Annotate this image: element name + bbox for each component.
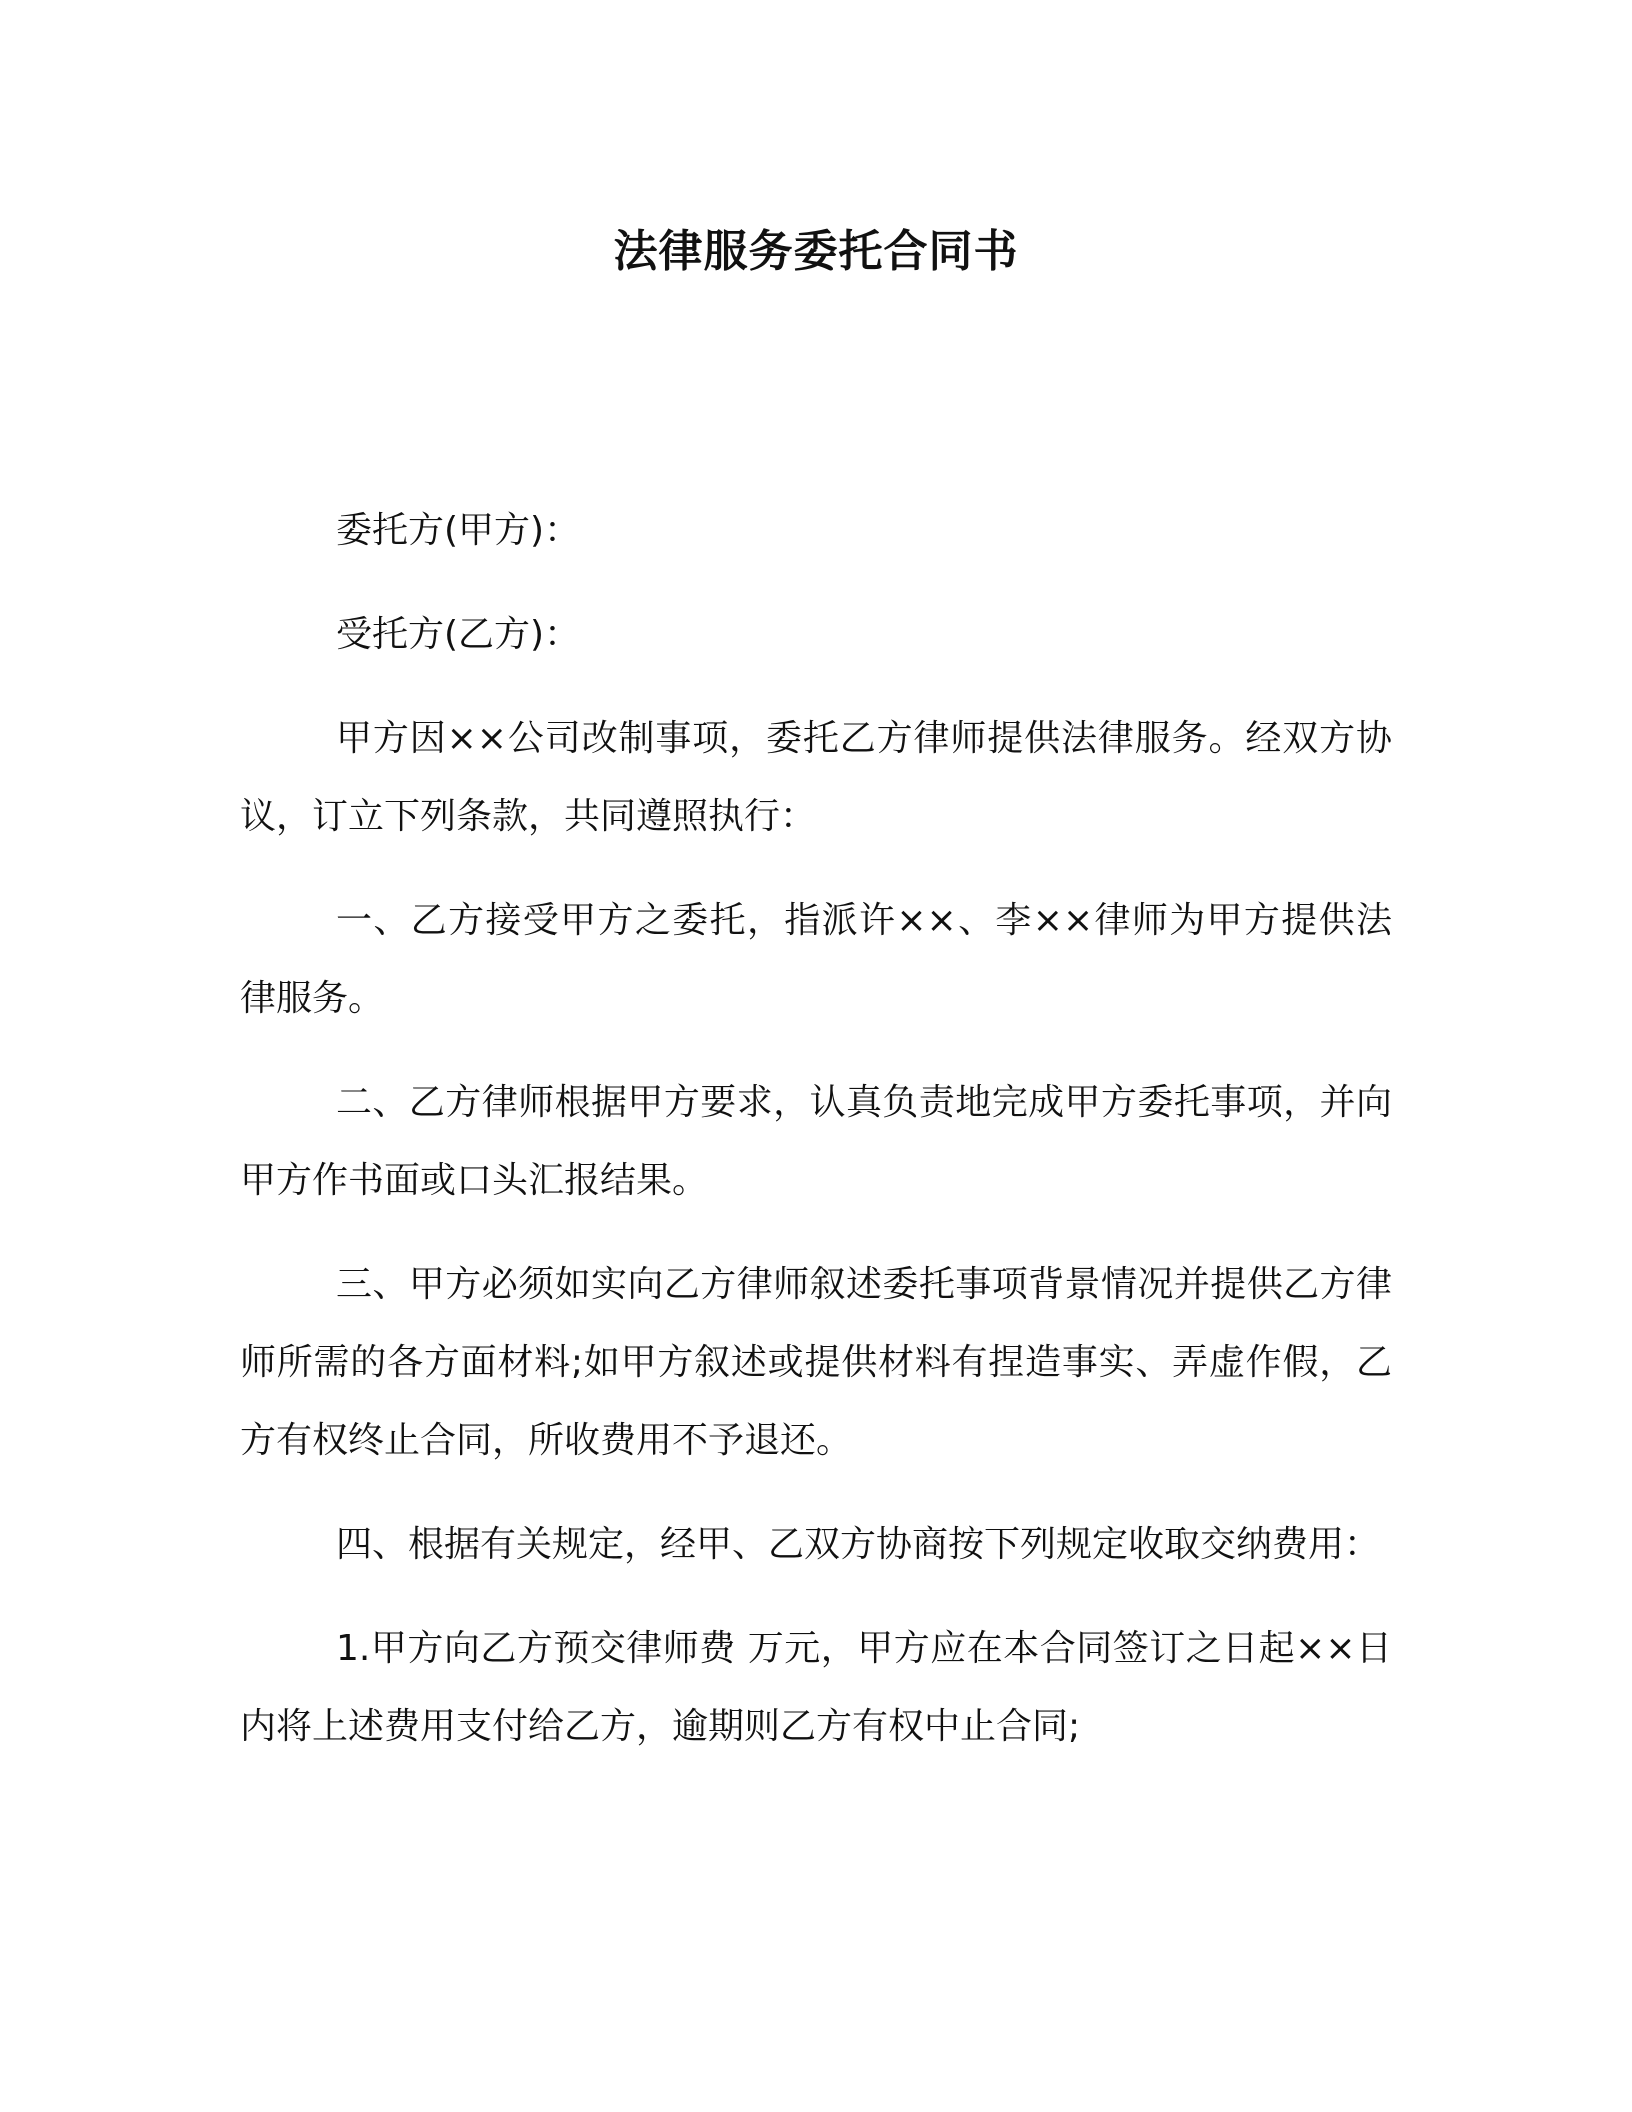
- preamble-paragraph: 甲方因××公司改制事项，委托乙方律师提供法律服务。经双方协议，订立下列条款，共同遵照执行：: [240, 718, 1392, 837]
- party-b-line: 受托方(乙方)：: [336, 614, 581, 655]
- clause-4-item-1-paragraph: 1.甲方向乙方预交律师费 万元，甲方应在本合同签订之日起××日内将上述费用支付给乙方，逾期则乙方有权中止合同;: [240, 1628, 1392, 1747]
- clause-2-paragraph: 二、乙方律师根据甲方要求，认真负责地完成甲方委托事项，并向甲方作书面或口头汇报结果。: [240, 1082, 1392, 1201]
- clause-3-paragraph: 三、甲方必须如实向乙方律师叙述委托事项背景情况并提供乙方律师所需的各方面材料;如甲方叙述或提供材料有捏造事实、弄虚作假，乙方有权终止合同，所收费用不予退还。: [240, 1264, 1392, 1461]
- document-body: [240, 492, 1392, 1792]
- clause-1-paragraph: 一、乙方接受甲方之委托，指派许××、李××律师为甲方提供法律服务。: [240, 900, 1392, 1019]
- document-title: 法律服务委托合同书: [613, 226, 1019, 277]
- party-a-line: 委托方(甲方)：: [336, 510, 581, 551]
- clause-4-paragraph: 四、根据有关规定，经甲、乙双方协商按下列规定收取交纳费用：: [336, 1524, 1381, 1565]
